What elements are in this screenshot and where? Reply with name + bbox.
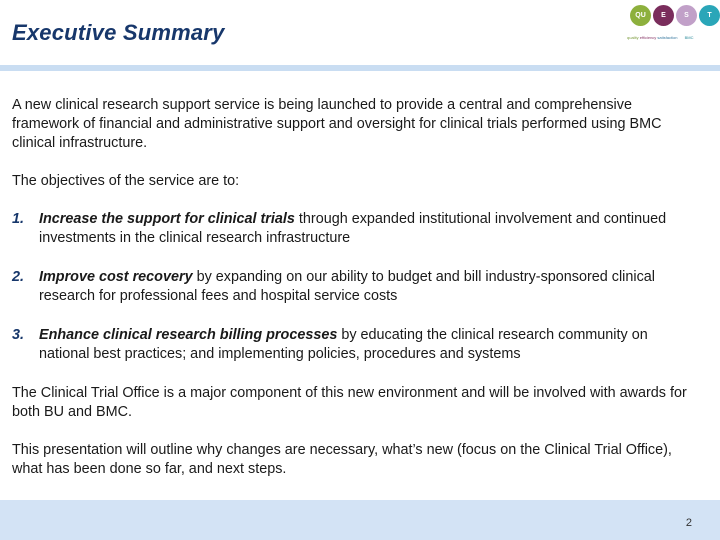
logo-circle-t: T	[699, 5, 720, 26]
tagline-quality: quality	[627, 35, 639, 40]
logo-circle-s: S	[676, 5, 697, 26]
objective-text	[39, 268, 702, 306]
objectives-intro: The objectives of the service are to:	[12, 173, 240, 189]
slide-title: Executive Summary	[12, 20, 225, 45]
page-number: 2	[685, 517, 692, 529]
objective-title: Increase the support for clinical trials	[39, 211, 295, 227]
objective-number: 1.	[12, 211, 25, 227]
quest-logo	[622, 2, 720, 46]
logo-circle-e: E	[653, 5, 674, 26]
outline-paragraph: This presentation will outline why changes are necessary, what’s new (focus on the Clinical Trial Office), what has been done so far, and next steps.	[12, 442, 672, 477]
objective-title: Improve cost recovery	[39, 269, 193, 285]
intro-paragraph: A new clinical research support service is being launched to provide a central and comprehensive framework of financial and administrative support and oversight for clinical trials performed using BMC clinical infrastructure.	[12, 97, 662, 151]
cto-paragraph: The Clinical Trial Office is a major component of this new environment and will be involved with awards for both BU and BMC.	[12, 385, 687, 420]
logo-tagline	[627, 35, 693, 40]
slide-footer	[0, 500, 720, 540]
tagline-bmc: BMC	[684, 35, 694, 40]
objective-item	[12, 210, 702, 248]
tagline-satisfaction: satisfaction	[657, 35, 678, 40]
header-divider	[0, 65, 720, 71]
objective-description: by expanding on our ability to budget and bill industry-sponsored clinical research for professional fees and hospital service costs	[39, 269, 655, 304]
tagline-efficiency: efficiency	[639, 35, 657, 40]
objective-item	[12, 326, 702, 364]
slide-body	[12, 96, 702, 479]
objective-number: 2.	[12, 269, 25, 285]
objective-description: through expanded institutional involvement and continued investments in the clinical research infrastructure	[39, 211, 667, 246]
logo-circle-qu: QU	[630, 5, 651, 26]
objective-item	[12, 268, 702, 306]
objective-text	[39, 326, 702, 364]
objective-text	[39, 210, 702, 248]
objective-title: Enhance clinical research billing processes	[39, 327, 338, 343]
objective-number: 3.	[12, 327, 25, 343]
objective-description: by educating the clinical research community on national best practices; and implementing policies, procedures and systems	[39, 327, 648, 362]
